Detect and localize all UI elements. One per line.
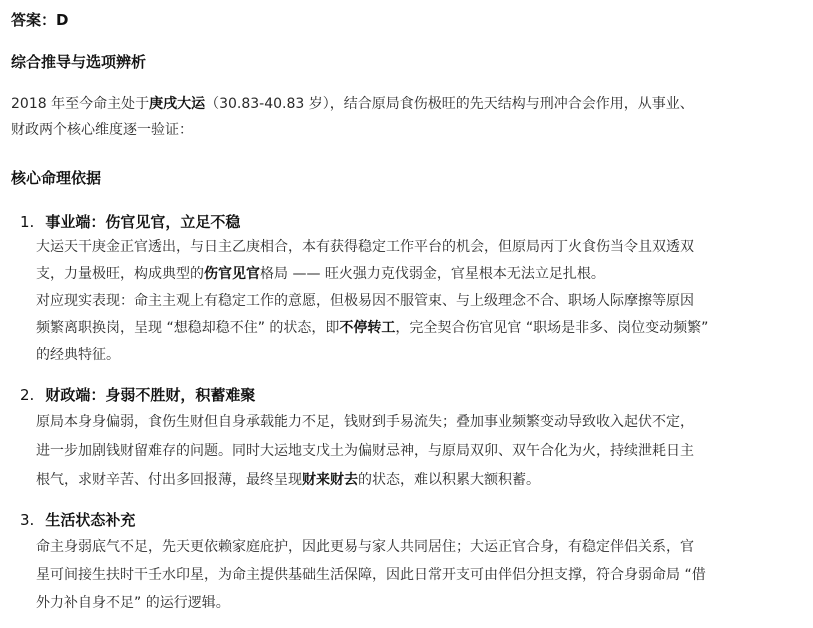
text-segment: 的状态，难以积累大额积蓄。 [358, 472, 540, 488]
list-item-title: 事业端：伤官见官，立足不稳 [45, 213, 241, 231]
list-item-number: 1. [20, 213, 35, 231]
intro-line-1 [11, 93, 694, 115]
section-title-basis: 核心命理依据 [11, 169, 102, 187]
intro-bold-dayun: 庚戌大运 [149, 96, 206, 112]
list-item-3-line-2: 星可间接生扶时干壬水印星，为命主提供基础生活保障，因此日常开支可由伴侣分担支撑，符合身弱命局 “借 [36, 567, 706, 583]
list-item-title: 财政端：身弱不胜财，积蓄难聚 [45, 386, 256, 404]
intro-prefix: 2018 年至今命主处于 [11, 96, 150, 112]
text-segment: ，完全契合伤官见官 “职场是非多、岗位变动频繁” [395, 320, 709, 336]
list-item-3-line-3: 外力补自身不足” 的运行逻辑。 [36, 595, 230, 611]
list-item-3-line-1: 命主身弱底气不足，先天更依赖家庭庇护，因此更易与家人共同居住；大运正官合身，有稳定伴侣关系，官 [36, 539, 694, 555]
list-item-number: 3. [20, 511, 35, 529]
list-item-1-line-1: 大运天干庚金正官透出，与日主乙庚相合，本有获得稳定工作平台的机会，但原局丙丁火食伤当令且双透双 [36, 239, 694, 255]
list-item-3-header [20, 509, 135, 530]
section-title-derivation: 综合推导与选项辨析 [11, 53, 147, 71]
list-item-2-line-3 [36, 469, 540, 491]
list-item-2-line-2: 进一步加剧钱财留难存的问题。同时大运地支戊土为偏财忌神，与原局双卯、双午合化为火，持续泄耗日主 [36, 443, 694, 459]
list-item-1-line-4 [36, 317, 708, 339]
bold-term: 不停转工 [339, 320, 396, 336]
text-segment: 支，力量极旺，构成典型的 [36, 266, 204, 282]
intro-line-2: 财政两个核心维度逐一验证： [11, 122, 193, 138]
list-item-number: 2. [20, 386, 35, 404]
list-item-2-line-1: 原局本身身偏弱，食伤生财但自身承载能力不足，钱财到手易流失；叠加事业频繁变动导致收入起伏不定， [36, 414, 694, 430]
bold-term: 伤官见官 [204, 266, 260, 282]
list-item-1-line-2 [36, 263, 605, 285]
text-segment: 频繁离职换岗，呈现 “想稳却稳不住” 的状态，即 [36, 320, 340, 336]
intro-suffix: （30.83-40.83 岁），结合原局食伤极旺的先天结构与刑冲合会作用，从事业、 [205, 96, 694, 112]
list-item-1-header [20, 211, 240, 232]
answer-label: 答案：D [11, 11, 69, 29]
bold-term: 财来财去 [302, 472, 358, 488]
text-segment: 根气，求财辛苦、付出多回报薄，最终呈现 [36, 472, 302, 488]
list-item-1-line-3: 对应现实表现：命主主观上有稳定工作的意愿，但极易因不服管束、与上级理念不合、职场人际摩擦等原因 [36, 293, 694, 309]
list-item-1-line-5: 的经典特征。 [36, 347, 120, 363]
list-item-2-header [20, 384, 255, 405]
text-segment: 格局 —— 旺火强力克伐弱金，官星根本无法立足扎根。 [260, 266, 605, 282]
list-item-title: 生活状态补充 [45, 511, 136, 529]
